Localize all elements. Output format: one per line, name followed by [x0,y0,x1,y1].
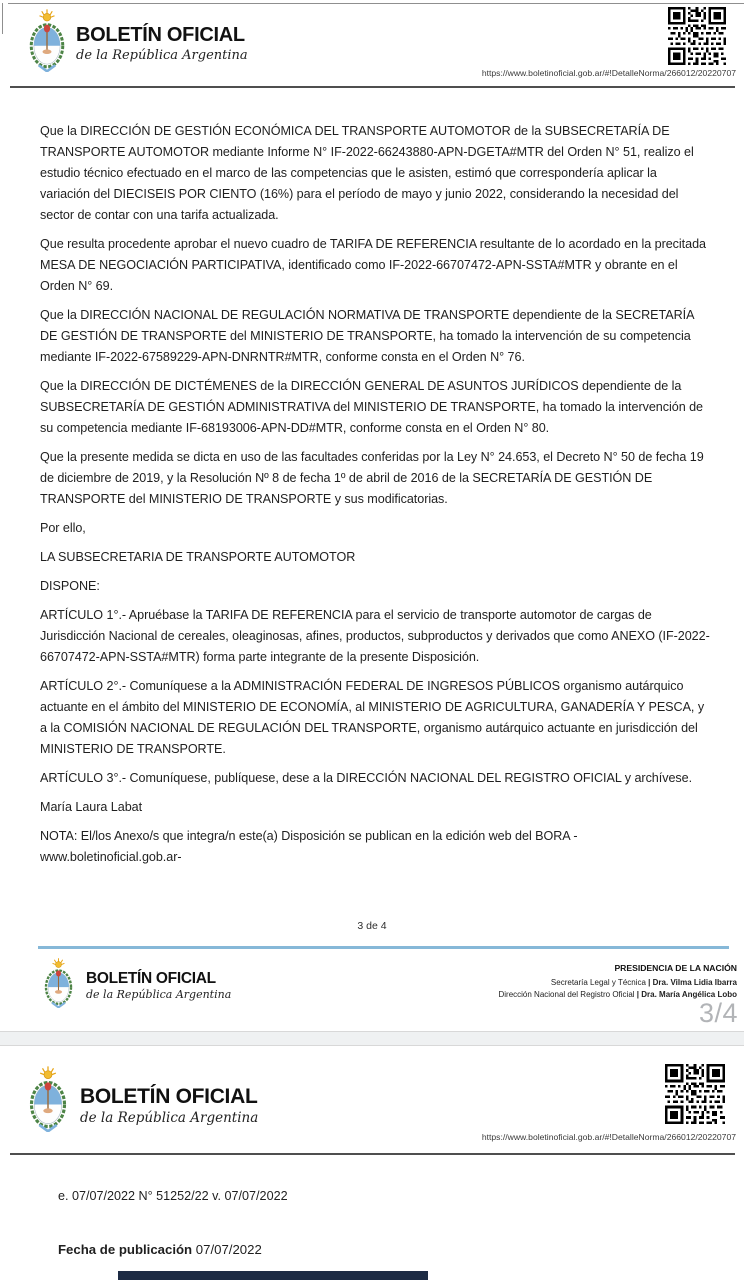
recital-paragraph: Que la presente medida se dicta en uso de las facultades conferidas por la Ley N° 24.653, el Decreto N° 50 de fecha 19 de diciembre de 2019, y la Resolución Nº 8 de fecha 1º de abril de 2016 de la SECRETARÍA DE GESTIÓN DE TRANSPORTE del MINISTERIO DE TRANSPORTE y sus modificatorias. [40,450,704,506]
brand-title: BOLETÍN OFICIAL [86,970,216,987]
header-divider [10,1153,735,1155]
publication-label: Fecha de publicación [58,1242,193,1257]
page-left-edge-line [2,3,3,34]
articulo-paragraph: ARTÍCULO 2°.- Comuníquese a la ADMINISTRACIÓN FEDERAL DE INGRESOS PÚBLICOS organismo autárquico actuante en el ámbito del MINISTERIO DE ECONOMÍA, al MINISTERIO DE AGRICULTURA, GANADERÍA Y PESCA, y a la COMISIÓN NACIONAL DE REGULACIÓN DEL TRANSPORTE, organismo autárquico actuante en jurisdicción del MINISTERIO DE TRANSPORTE. [40,679,705,756]
footer-divider [38,946,729,949]
page-top-edge-line [8,3,744,4]
credit-separator: | [648,978,651,987]
norma-url[interactable]: https://www.boletinoficial.gob.ar/#!DetalleNorma/266012/20220707 [481,1132,736,1142]
recital-paragraph: Que la DIRECCIÓN NACIONAL DE REGULACIÓN NORMATIVA DE TRANSPORTE dependiente de la SECRETARÍA DE GESTIÓN DE TRANSPORTE del MINISTERIO DE TRANSPORTE, ha tomado la intervención de su competencia mediante IF-2022-67589229-APN-DNRNTR#MTR, conforme consta en el Orden N° 76. [40,308,694,364]
brand-title: BOLETÍN OFICIAL [76,24,245,46]
bottom-progress-bar[interactable] [118,1271,428,1280]
page-number-label: 3 de 4 [357,920,387,932]
credit-name: Dra. María Angélica Lobo [641,990,737,999]
recital-paragraph: Que resulta procedente aprobar el nuevo cuadro de TARIFA DE REFERENCIA resultante de lo acordado en la precitada MESA DE NEGOCIACIÓN PARTICIPATIVA, identificado como IF-2022-66707472-APN-SSTA#MTR y obrante en el Orden N° 69. [40,237,706,293]
credit-label: Secretaría Legal y Técnica [550,978,646,987]
qr-code-icon [657,1064,733,1129]
header-divider [10,86,735,88]
publication-date: 07/07/2022 [195,1242,262,1257]
footer-brand [40,958,231,1013]
articulo-paragraph: ARTÍCULO 3°.- Comuníquese, publíquese, dese a la DIRECCIÓN NACIONAL DEL REGISTRO OFICIAL y archívese. [40,771,693,785]
por-ello-line: Por ello, [40,521,86,535]
recital-paragraph: Que la DIRECCIÓN DE DICTÉMENES de la DIRECCIÓN GENERAL DE ASUNTOS JURÍDICOS dependiente de la SUBSECRETARÍA DE GESTIÓN ADMINISTRATIVA del MINISTERIO DE TRANSPORTE, ha tomado la intervención de su competencia mediante IF-68193006-APN-DD#MTR, conforme consta en el Orden N° 80. [40,379,704,435]
header-brand [76,25,248,63]
presidencia-label: PRESIDENCIA DE LA NACIÓN [614,963,737,973]
dispone-line: DISPONE: [40,579,100,593]
header-brand [80,1086,258,1126]
publication-date-line [58,1242,262,1257]
credit-label: Dirección Nacional del Registro Oficial [498,990,635,999]
coat-of-arms-icon [40,958,77,1013]
coat-of-arms-icon [24,9,70,77]
authority-line: LA SUBSECRETARIA DE TRANSPORTE AUTOMOTOR [40,550,356,564]
credit-name: Dra. Vilma Lidia Ibarra [652,978,737,987]
recital-paragraph: Que la DIRECCIÓN DE GESTIÓN ECONÓMICA DEL TRANSPORTE AUTOMOTOR de la SUBSECRETARÍA DE TRANSPORTE AUTOMOTOR mediante Informe N° IF-2022-66243880-APN-DGETA#MTR del Orden N° 51, realizo el estudio técnico efectuado en el marco de las competencias que le asisten, estimó que correspondería aplicar la variación del DIECISEIS POR CIENTO (16%) para el período de mayo y junio 2022, considerando la necesidad del sector de contar con una tarifa actualizada. [40,124,694,222]
brand-subtitle: de la República Argentina [86,988,232,1002]
viewer-page-indicator: 3/4 [698,998,738,1028]
articulo-paragraph: ARTÍCULO 1°.- Apruébase la TARIFA DE REFERENCIA para el servicio de transporte automotor de cargas de Jurisdicción Nacional de cereales, oleaginosas, afines, productos, subproductos y derivados que como ANEXO (IF-2022-66707472-APN-SSTA#MTR) forma parte integrante de la presente Disposición. [40,608,710,664]
edict-line: e. 07/07/2022 N° 51252/22 v. 07/07/2022 [58,1189,288,1203]
document-body [40,121,710,876]
footer-credits [498,963,737,999]
norma-url[interactable]: https://www.boletinoficial.gob.ar/#!DetalleNorma/266012/20220707 [481,68,736,78]
signature-name: María Laura Labat [40,800,143,814]
brand-subtitle: de la República Argentina [80,1110,259,1127]
qr-code-icon [659,7,735,70]
nota-paragraph: NOTA: El/los Anexo/s que integra/n este(a) Disposición se publican en la edición web del BORA -www.boletinoficial.gob.ar- [40,829,578,864]
coat-of-arms-icon [24,1066,72,1137]
credit-separator: | [636,990,640,999]
brand-title: BOLETÍN OFICIAL [80,1085,258,1108]
credit-line [498,978,737,987]
page-separator [0,1031,744,1046]
brand-subtitle: de la República Argentina [76,48,248,63]
